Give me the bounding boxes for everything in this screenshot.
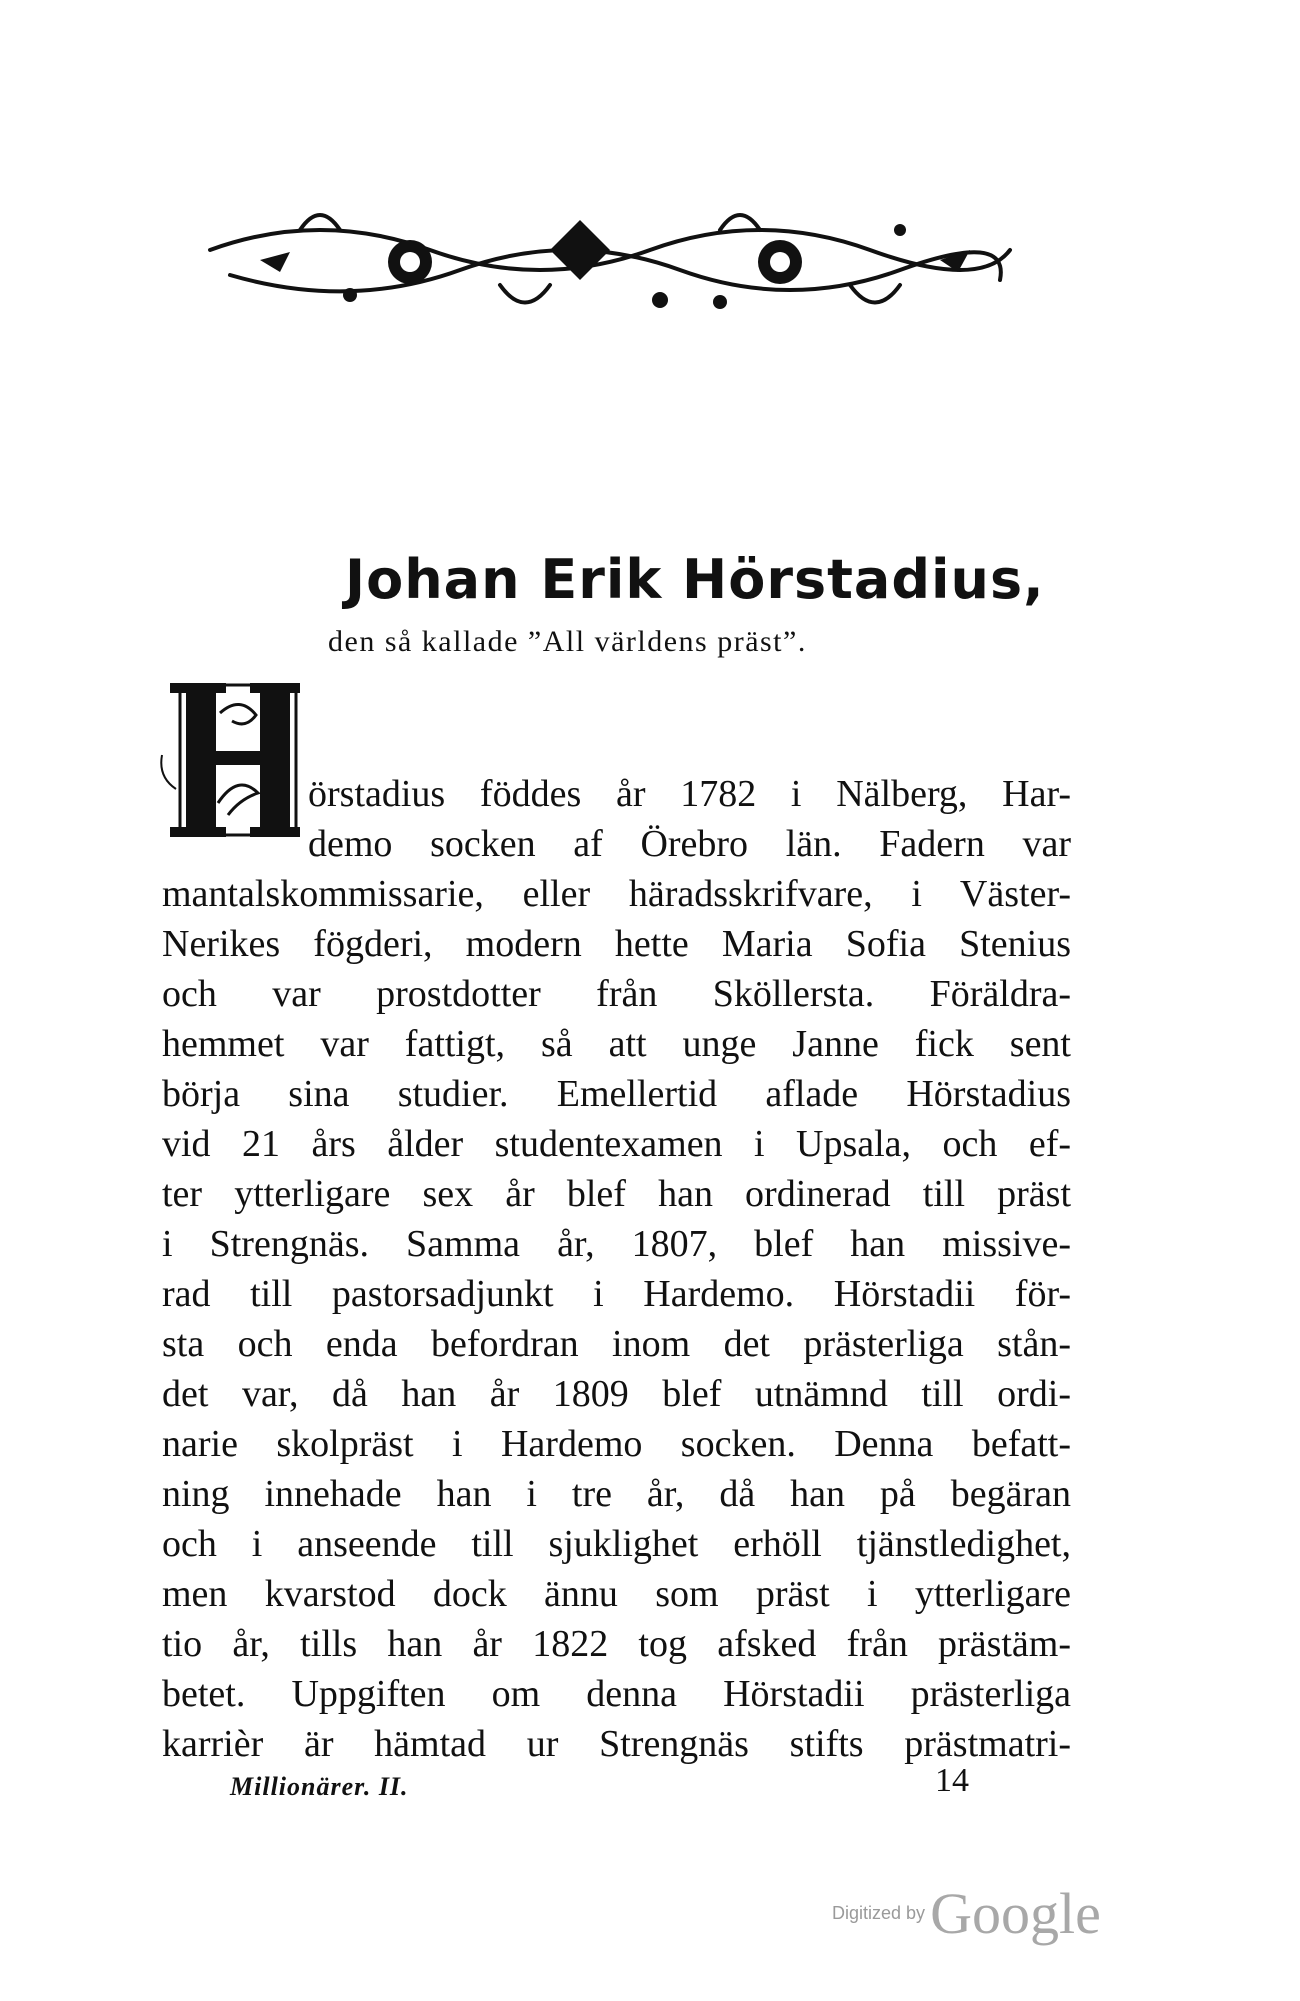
body-line-13: det var, då han år 1809 blef utnämnd till ordi- bbox=[162, 1373, 1071, 1415]
chapter-title: Johan Erik Hörstadius, bbox=[345, 548, 1045, 611]
body-line-12: sta och enda befordran inom det prästerliga stån- bbox=[162, 1323, 1071, 1365]
body-line-6: hemmet var fattigt, så att unge Janne fick sent bbox=[162, 1023, 1071, 1065]
body-line-3: mantalskommissarie, eller häradsskrifvare, i Väster- bbox=[162, 873, 1071, 915]
floral-ornament-header bbox=[200, 190, 1020, 330]
body-line-17: men kvarstod dock ännu som präst i ytterligare bbox=[162, 1573, 1071, 1615]
body-line-10: i Strengnäs. Samma år, 1807, blef han missive- bbox=[162, 1223, 1071, 1265]
watermark-prefix: Digitized by bbox=[832, 1903, 926, 1923]
drop-cap-h-image bbox=[160, 683, 300, 841]
body-line-14: narie skolpräst i Hardemo socken. Denna befatt- bbox=[162, 1423, 1071, 1465]
digitized-watermark bbox=[832, 1880, 1101, 1947]
page-number: 14 bbox=[935, 1762, 969, 1799]
body-line-20: karrièr är hämtad ur Strengnäs stifts prästmatri- bbox=[162, 1723, 1071, 1765]
body-line-18: tio år, tills han år 1822 tog afsked från prästäm- bbox=[162, 1623, 1071, 1665]
watermark-brand: Google bbox=[930, 1881, 1101, 1946]
body-line-7: börja sina studier. Emellertid aflade Hörstadius bbox=[162, 1073, 1071, 1115]
chapter-subtitle: den så kallade ”All världens präst”. bbox=[328, 625, 807, 658]
body-line-8: vid 21 års ålder studentexamen i Upsala, och ef- bbox=[162, 1123, 1071, 1165]
body-line-1: örstadius föddes år 1782 i Nälberg, Har- bbox=[308, 773, 1071, 815]
body-line-15: ning innehade han i tre år, då han på begäran bbox=[162, 1473, 1071, 1515]
body-line-19: betet. Uppgiften om denna Hörstadii prästerliga bbox=[162, 1673, 1071, 1715]
body-line-11: rad till pastorsadjunkt i Hardemo. Hörstadii för- bbox=[162, 1273, 1071, 1315]
body-line-2: demo socken af Örebro län. Fadern var bbox=[308, 823, 1071, 865]
body-line-16: och i anseende till sjuklighet erhöll tjänstledighet, bbox=[162, 1523, 1071, 1565]
body-line-5: och var prostdotter från Sköllersta. Föräldra- bbox=[162, 973, 1071, 1015]
body-line-9: ter ytterligare sex år blef han ordinerad till präst bbox=[162, 1173, 1071, 1215]
body-line-4: Nerikes fögderi, modern hette Maria Sofia Stenius bbox=[162, 923, 1071, 965]
footer-signature: Millionärer. II. bbox=[230, 1772, 409, 1801]
